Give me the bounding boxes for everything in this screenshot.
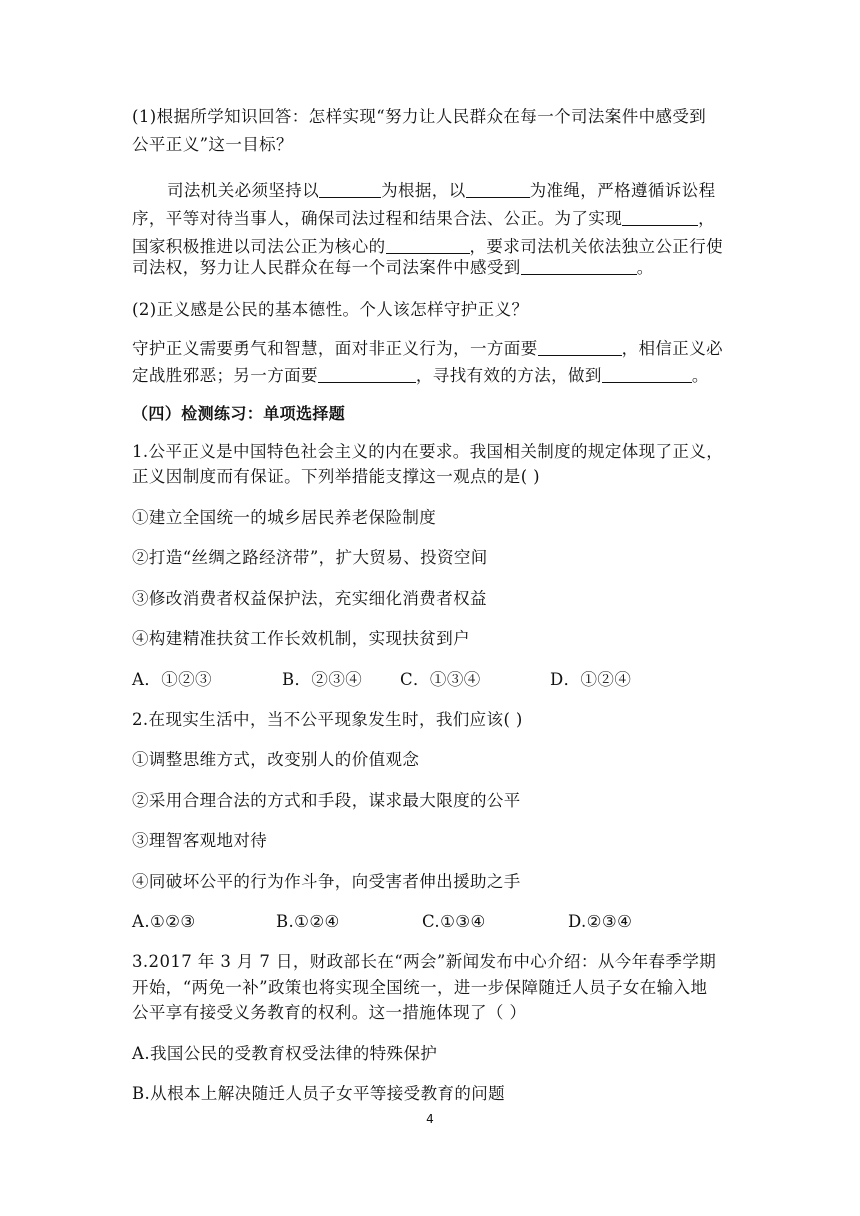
mc-question-2-item: ③理智客观地对待 — [132, 831, 268, 850]
mc-question-3-option-a: A.我国公民的受教育权受法律的特殊保护 — [132, 1044, 438, 1063]
mc-question-3-line-1: 3.2017 年 3 月 7 日，财政部长在“两会”新闻发布中心介绍：从今年春季学期 — [132, 952, 717, 971]
answer-1-text: 序，平等对待当事人，确保司法过程和结果合法、公正。为了实现 — [132, 209, 623, 228]
mc-question-1-options — [132, 669, 631, 691]
answer-1-text: 为准绳，严格遵循诉讼程 — [529, 181, 716, 200]
option-c: C.①③④ — [422, 912, 486, 931]
answer-2-text: ，寻找有效的方法，做到 — [415, 366, 602, 385]
answer-1-line-2 — [132, 208, 715, 230]
mc-question-2-options — [132, 911, 632, 933]
answer-2-text: 定战胜邪恶；另一方面要 — [132, 366, 318, 385]
fill-blank — [602, 366, 692, 383]
answer-2-text: 。 — [691, 366, 709, 385]
answer-1-text: 国家积极推进以司法公正为核心的 — [132, 237, 386, 256]
option-d: D.②③④ — [568, 912, 633, 931]
mc-question-1-item: ①建立全国统一的城乡居民养老保险制度 — [132, 508, 437, 527]
question-1-line-2: 公平正义”这一目标？ — [132, 135, 293, 154]
answer-2-text: 守护正义需要勇气和智慧，面对非正义行为，一方面要 — [132, 339, 538, 358]
answer-1-line-1 — [167, 180, 716, 202]
answer-1-text: 为根据，以 — [381, 181, 466, 200]
fill-blank — [521, 258, 637, 275]
mc-question-1-item: ③修改消费者权益保护法，充实细化消费者权益 — [132, 589, 487, 608]
answer-1-text: 司法权，努力让人民群众在每一个司法案件中感受到 — [132, 258, 521, 277]
mc-question-1-line-2: 正义因制度而有保证。下列举措能支撑这一观点的是( ) — [132, 467, 541, 486]
option-d: D．①②④ — [550, 670, 632, 689]
option-b: B.①②④ — [276, 912, 340, 931]
answer-1-text: 司法机关必须坚持以 — [167, 181, 320, 200]
answer-2-line-1 — [132, 338, 723, 360]
answer-1-line-4 — [132, 257, 654, 279]
fill-blank — [319, 181, 381, 198]
answer-2-text: ，相信正义必 — [621, 339, 724, 358]
mc-question-2-item: ②采用合理合法的方式和手段，谋求最大限度的公平 — [132, 791, 521, 810]
mc-question-3-line-2: 开始，“两免一补”政策也将实现全国统一，进一步保障随迁人员子女在输入地 — [132, 978, 708, 997]
fill-blank — [318, 366, 416, 383]
fill-blank — [466, 181, 530, 198]
answer-1-text: ，要求司法机关依法独立公正行使 — [469, 237, 723, 256]
section-heading: （四）检测练习：单项选择题 — [132, 404, 346, 423]
mc-question-2-line-1: 2.在现实生活中，当不公平现象发生时，我们应该( ) — [132, 710, 523, 729]
answer-2-line-2 — [132, 365, 709, 387]
mc-question-1-item: ④构建精准扶贫工作长效机制，实现扶贫到户 — [132, 629, 470, 648]
mc-question-2-item: ④同破坏公平的行为作斗争，向受害者伸出援助之手 — [132, 872, 521, 891]
mc-question-3-line-3: 公平享有接受义务教育的权利。这一措施体现了（ ） — [132, 1003, 527, 1022]
option-b: B．②③④ — [282, 670, 363, 689]
mc-question-1-item: ②打造“丝绸之路经济带”，扩大贸易、投资空间 — [132, 548, 488, 567]
mc-question-3-option-b: B.从根本上解决随迁人员子女平等接受教育的问题 — [132, 1084, 506, 1103]
mc-question-2-item: ①调整思维方式，改变别人的价值观念 — [132, 750, 420, 769]
answer-1-line-3 — [132, 236, 723, 258]
answer-1-text: 。 — [636, 258, 654, 277]
page-number: 4 — [426, 1112, 434, 1126]
fill-blank — [538, 339, 622, 356]
question-2: (2)正义感是公民的基本德性。个人该怎样守护正义？ — [132, 300, 529, 319]
answer-1-text: ， — [698, 209, 716, 228]
fill-blank — [386, 237, 470, 254]
option-a: A.①②③ — [132, 912, 196, 931]
option-a: A．①②③ — [132, 670, 212, 689]
mc-question-1-line-1: 1.公平正义是中国特色社会主义的内在要求。我国相关制度的规定体现了正义， — [132, 442, 724, 461]
option-c: C．①③④ — [400, 670, 481, 689]
question-1-line-1: (1)根据所学知识回答：怎样实现“努力让人民群众在每一个司法案件中感受到 — [132, 107, 707, 126]
fill-blank — [622, 209, 698, 226]
